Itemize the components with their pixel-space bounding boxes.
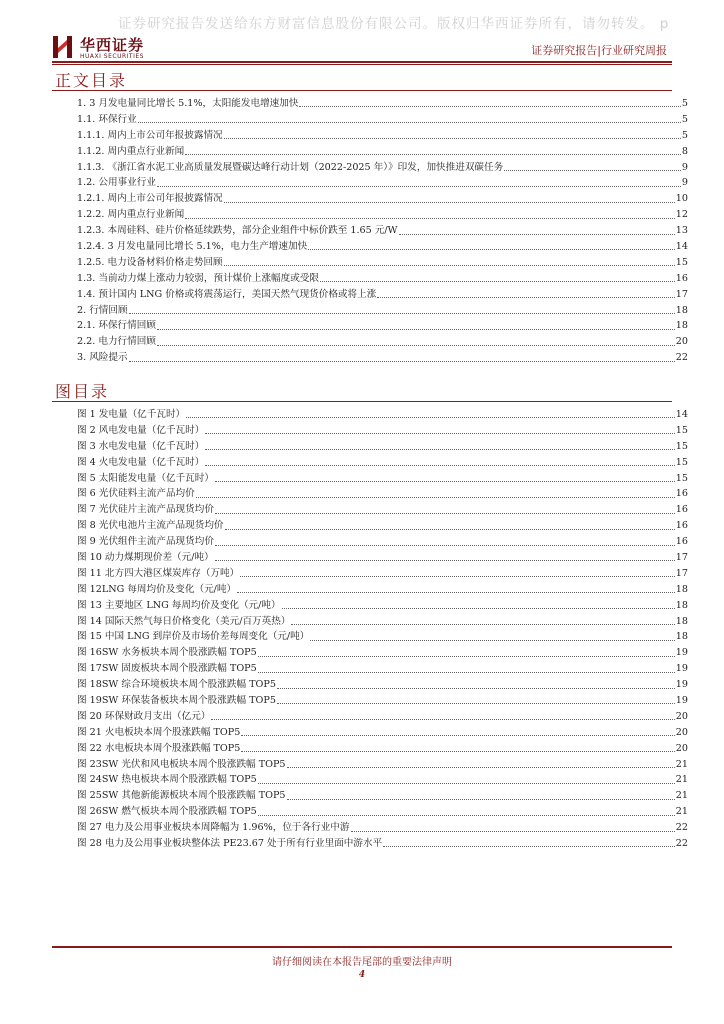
toc-entry-text: 图 20 环保财政月支出（亿元） xyxy=(77,710,211,722)
figure-entry[interactable] xyxy=(77,741,688,757)
toc-entry-text: 图 6 光伏硅料主流产品均价 xyxy=(77,488,195,500)
toc-entry-text: 2.1. 环保行情回顾 xyxy=(77,320,156,332)
figure-entry[interactable] xyxy=(77,423,688,439)
toc-page-number: 16 xyxy=(675,536,688,548)
figure-entry[interactable] xyxy=(77,486,688,502)
figure-entry[interactable] xyxy=(77,614,688,630)
toc-leader-dots xyxy=(258,815,675,816)
toc-leader-dots xyxy=(240,576,675,577)
toc-page-number: 16 xyxy=(675,272,688,284)
toc-leader-dots xyxy=(224,138,681,139)
toc-page-number: 14 xyxy=(675,409,688,420)
toc-entry[interactable] xyxy=(77,191,688,207)
toc-leader-dots xyxy=(237,592,675,593)
logo-cn-text: 华西证券 xyxy=(80,36,145,54)
toc-entry-text: 图 14 国际天然气每日价格变化（美元/百万英热） xyxy=(77,615,291,627)
toc-entry-text: 图 4 火电发电量（亿千瓦时） xyxy=(77,456,205,468)
toc-page-number: 15 xyxy=(675,424,688,436)
figure-entry[interactable] xyxy=(77,709,688,725)
header-divider-thin xyxy=(52,64,672,65)
toc-page-number: 17 xyxy=(675,288,688,300)
toc-leader-dots xyxy=(287,799,675,800)
toc-entry[interactable] xyxy=(77,318,688,334)
figure-entry[interactable] xyxy=(77,757,688,773)
toc-page-number: 19 xyxy=(675,695,688,707)
toc-page-number: 15 xyxy=(675,256,688,268)
figure-entry[interactable] xyxy=(77,582,688,598)
toc-page-number: 21 xyxy=(675,790,688,802)
toc-entry-text: 图 22 水电板块本周个股涨跌幅 TOP5 xyxy=(77,742,241,754)
toc-entry-text: 1.2. 公用事业行业 xyxy=(77,177,156,189)
toc-entry-text: 1.2.4. 3 月发电量同比增长 5.1%，电力生产增速加快 xyxy=(77,241,308,253)
toc-figures-title: 图目录 xyxy=(55,382,110,401)
toc-figures-list xyxy=(77,407,688,852)
toc-main-title: 正文目录 xyxy=(55,71,128,90)
toc-page-number: 22 xyxy=(675,838,688,850)
toc-entry-text: 1.1. 环保行业 xyxy=(77,113,137,125)
figure-entry[interactable] xyxy=(77,725,688,741)
figure-entry[interactable] xyxy=(77,693,688,709)
figure-entry[interactable] xyxy=(77,566,688,582)
toc-entry[interactable] xyxy=(77,175,688,191)
toc-entry[interactable] xyxy=(77,303,688,319)
header-divider xyxy=(52,61,672,63)
figure-entry[interactable] xyxy=(77,455,688,471)
toc-leader-dots xyxy=(351,831,675,832)
toc-page-number: 8 xyxy=(681,145,688,157)
toc-entry-text: 图 19SW 环保装备板块本周个股涨跌幅 TOP5 xyxy=(77,695,276,707)
toc-page-number: 5 xyxy=(681,113,688,125)
toc-page-number: 18 xyxy=(675,320,688,332)
toc-page-number: 16 xyxy=(675,504,688,516)
report-type-label: 证券研究报告|行业研究周报 xyxy=(531,44,667,57)
toc-page-number: 13 xyxy=(675,225,688,237)
toc-main-list xyxy=(77,96,688,366)
toc-entry-text: 1.1.1. 周内上市公司年报披露情况 xyxy=(77,129,223,141)
toc-leader-dots xyxy=(215,560,675,561)
toc-entry-text: 图 8 光伏电池片主流产品现货均价 xyxy=(77,520,224,532)
toc-entry-text: 1.4. 预计国内 LNG 价格或将震荡运行，美国天然气现货价格或将上涨 xyxy=(77,288,377,300)
toc-entry-text: 1. 3 月发电量同比增长 5.1%，太阳能发电增速加快 xyxy=(77,98,299,109)
figure-entry[interactable] xyxy=(77,598,688,614)
toc-entry[interactable] xyxy=(77,144,688,160)
figure-entry[interactable] xyxy=(77,407,688,423)
toc-entry-text: 图 16SW 水务板块本周个股涨跌幅 TOP5 xyxy=(77,647,257,659)
toc-entry-text: 图 21 火电板块本周个股涨跌幅 TOP5 xyxy=(77,726,241,738)
toc-leader-dots xyxy=(138,122,681,123)
toc-leader-dots xyxy=(215,513,675,514)
toc-entry-text: 图 17SW 固废板块本周个股涨跌幅 TOP5 xyxy=(77,663,257,675)
toc-leader-dots xyxy=(215,481,675,482)
toc-entry-text: 图 25SW 其他新能源板块本周个股涨跌幅 TOP5 xyxy=(77,790,286,802)
toc-page-number: 19 xyxy=(675,663,688,675)
toc-entry[interactable] xyxy=(77,112,688,128)
figure-entry[interactable] xyxy=(77,677,688,693)
toc-entry[interactable] xyxy=(77,128,688,144)
huaxi-logo-icon xyxy=(52,34,74,60)
toc-page-number: 21 xyxy=(675,774,688,786)
toc-leader-dots xyxy=(241,735,674,736)
toc-entry-text: 图 13 主要地区 LNG 每周均价及变化（元/吨） xyxy=(77,599,281,611)
figure-entry[interactable] xyxy=(77,804,688,820)
figure-entry[interactable] xyxy=(77,534,688,550)
toc-leader-dots xyxy=(282,608,675,609)
toc-entry-text: 2.2. 电力行情回顾 xyxy=(77,336,156,348)
toc-leader-dots xyxy=(224,265,675,266)
toc-leader-dots xyxy=(157,186,681,187)
toc-leader-dots xyxy=(225,529,675,530)
toc-entry-text: 图 1 发电量（亿千瓦时） xyxy=(77,409,186,420)
footer-divider xyxy=(52,946,672,948)
toc-entry-text: 图 10 动力煤期现价差（元/吨） xyxy=(77,552,214,564)
toc-page-number: 18 xyxy=(675,304,688,316)
toc-leader-dots xyxy=(215,545,675,546)
toc-page-number: 17 xyxy=(675,552,688,564)
toc-entry[interactable] xyxy=(77,350,688,366)
toc-page-number: 10 xyxy=(675,193,688,205)
toc-entry-text: 1.1.2. 周内重点行业新闻 xyxy=(77,145,185,157)
figure-entry[interactable] xyxy=(77,788,688,804)
toc-leader-dots xyxy=(157,345,675,346)
figure-entry[interactable] xyxy=(77,550,688,566)
toc-entry-text: 1.2.5. 电力设备材料价格走势回顾 xyxy=(77,256,223,268)
figure-entry[interactable] xyxy=(77,836,688,852)
toc-page-number: 16 xyxy=(675,520,688,532)
toc-leader-dots xyxy=(258,656,675,657)
figure-entry[interactable] xyxy=(77,518,688,534)
toc-page-number: 16 xyxy=(675,488,688,500)
toc-leader-dots xyxy=(377,297,674,298)
toc-page-number: 22 xyxy=(675,822,688,834)
toc-page-number: 20 xyxy=(675,726,688,738)
toc-leader-dots xyxy=(205,433,674,434)
toc-entry-text: 图 12LNG 每周均价及变化（元/吨） xyxy=(77,583,237,595)
toc-page-number: 19 xyxy=(675,679,688,691)
toc-entry[interactable] xyxy=(77,271,688,287)
toc-page-number: 22 xyxy=(675,352,688,364)
toc-leader-dots xyxy=(211,719,674,720)
watermark-text: 证券研究报告发送给东方财富信息股份有限公司。版权归华西证券所有，请勿转发。 p xyxy=(118,16,670,32)
toc-page-number: 5 xyxy=(681,98,688,109)
figure-entry[interactable] xyxy=(77,629,688,645)
toc-leader-dots xyxy=(291,624,674,625)
toc-page-number: 21 xyxy=(675,806,688,818)
toc-entry-text: 图 9 光伏组件主流产品现货均价 xyxy=(77,536,214,548)
toc-entry-text: 图 7 光伏硅片主流产品现货均价 xyxy=(77,504,214,516)
toc-leader-dots xyxy=(277,703,675,704)
toc-entry[interactable] xyxy=(77,160,688,176)
toc-leader-dots xyxy=(399,234,675,235)
toc-leader-dots xyxy=(320,281,675,282)
toc-page-number: 20 xyxy=(675,710,688,722)
toc-entry-text: 图 23SW 光伏和风电板块本周个股涨跌幅 TOP5 xyxy=(77,758,286,770)
toc-page-number: 9 xyxy=(681,161,688,173)
toc-page-number: 17 xyxy=(675,567,688,579)
page-number: 4 xyxy=(358,970,366,980)
toc-leader-dots xyxy=(224,202,675,203)
toc-page-number: 14 xyxy=(675,241,688,253)
toc-entry[interactable] xyxy=(77,207,688,223)
toc-leader-dots xyxy=(310,640,674,641)
toc-leader-dots xyxy=(504,170,681,171)
toc-page-number: 9 xyxy=(681,177,688,189)
toc-entry-text: 图 28 电力及公用事业板块整体法 PE23.67 处于所有行业里面中游水平 xyxy=(77,838,383,850)
toc-leader-dots xyxy=(129,361,675,362)
toc-entry[interactable] xyxy=(77,96,688,112)
toc-leader-dots xyxy=(205,465,674,466)
toc-page-number: 12 xyxy=(675,209,688,221)
toc-entry-text: 3. 风险提示 xyxy=(77,352,128,364)
toc-leader-dots xyxy=(299,106,680,107)
toc-entry[interactable] xyxy=(77,239,688,255)
toc-entry-text: 图 2 风电发电量（亿千瓦时） xyxy=(77,424,205,436)
figure-entry[interactable] xyxy=(77,661,688,677)
toc-entry[interactable] xyxy=(77,223,688,239)
figure-entry[interactable] xyxy=(77,439,688,455)
toc-entry-text: 1.2.3. 本周硅料、硅片价格延续跌势，部分企业组件中标价跌至 1.65 元/W xyxy=(77,225,398,237)
toc-page-number: 5 xyxy=(681,129,688,141)
toc-entry-text: 图 27 电力及公用事业板块本周降幅为 1.96%，位于各行业中游 xyxy=(77,822,350,834)
toc-leader-dots xyxy=(205,449,674,450)
toc-leader-dots xyxy=(258,672,675,673)
figure-entry[interactable] xyxy=(77,645,688,661)
toc-entry[interactable] xyxy=(77,334,688,350)
toc-page-number: 20 xyxy=(675,336,688,348)
toc-page-number: 15 xyxy=(675,456,688,468)
toc-entry-text: 1.2.1. 周内上市公司年报披露情况 xyxy=(77,193,223,205)
toc-entry-text: 1.3. 当前动力煤上涨动力较弱，预计煤价上涨幅度或受限 xyxy=(77,272,320,284)
toc-entry-text: 图 18SW 综合环境板块本周个股涨跌幅 TOP5 xyxy=(77,679,276,691)
toc-leader-dots xyxy=(383,846,675,847)
toc-leader-dots xyxy=(186,417,675,418)
toc-leader-dots xyxy=(287,767,675,768)
toc-leader-dots xyxy=(308,249,675,250)
company-logo xyxy=(52,34,162,62)
toc-entry-text: 2. 行情回顾 xyxy=(77,304,128,316)
toc-page-number: 18 xyxy=(675,599,688,611)
toc-page-number: 15 xyxy=(675,472,688,484)
toc-entry-text: 图 24SW 热电板块本周个股涨跌幅 TOP5 xyxy=(77,774,257,786)
toc-entry-text: 图 15 中国 LNG 到岸价及市场价差每周变化（元/吨） xyxy=(77,631,310,643)
toc-entry[interactable] xyxy=(77,255,688,271)
toc-leader-dots xyxy=(277,688,675,689)
toc-figures-rule xyxy=(52,401,672,402)
figure-entry[interactable] xyxy=(77,471,688,487)
toc-entry-text: 1.1.3. 《浙江省水泥工业高质量发展暨碳达峰行动计划（2022-2025 年）》印发，加快推进双碳任务 xyxy=(77,161,504,173)
toc-page-number: 18 xyxy=(675,631,688,643)
figure-entry[interactable] xyxy=(77,772,688,788)
toc-entry-text: 图 5 太阳能发电量（亿千瓦时） xyxy=(77,472,214,484)
toc-page-number: 18 xyxy=(675,615,688,627)
figure-entry[interactable] xyxy=(77,502,688,518)
toc-main-rule xyxy=(52,90,672,91)
toc-page-number: 19 xyxy=(675,647,688,659)
toc-entry[interactable] xyxy=(77,287,688,303)
toc-leader-dots xyxy=(196,497,675,498)
toc-entry-text: 图 3 水电发电量（亿千瓦时） xyxy=(77,440,205,452)
toc-leader-dots xyxy=(157,329,675,330)
toc-leader-dots xyxy=(185,154,681,155)
toc-leader-dots xyxy=(129,313,675,314)
toc-leader-dots xyxy=(241,751,674,752)
toc-page-number: 18 xyxy=(675,583,688,595)
logo-en-text: HUAXI SECURITIES xyxy=(80,53,144,60)
toc-leader-dots xyxy=(185,218,675,219)
toc-page-number: 15 xyxy=(675,440,688,452)
toc-entry-text: 图 26SW 燃气板块本周个股涨跌幅 TOP5 xyxy=(77,806,257,818)
toc-leader-dots xyxy=(258,783,675,784)
toc-entry-text: 图 11 北方四大港区煤炭库存（万吨） xyxy=(77,567,240,579)
toc-page-number: 20 xyxy=(675,742,688,754)
legal-notice: 请仔细阅读在本报告尾部的重要法律声明 xyxy=(272,957,452,968)
figure-entry[interactable] xyxy=(77,820,688,836)
toc-entry-text: 1.2.2. 周内重点行业新闻 xyxy=(77,209,185,221)
toc-page-number: 21 xyxy=(675,758,688,770)
